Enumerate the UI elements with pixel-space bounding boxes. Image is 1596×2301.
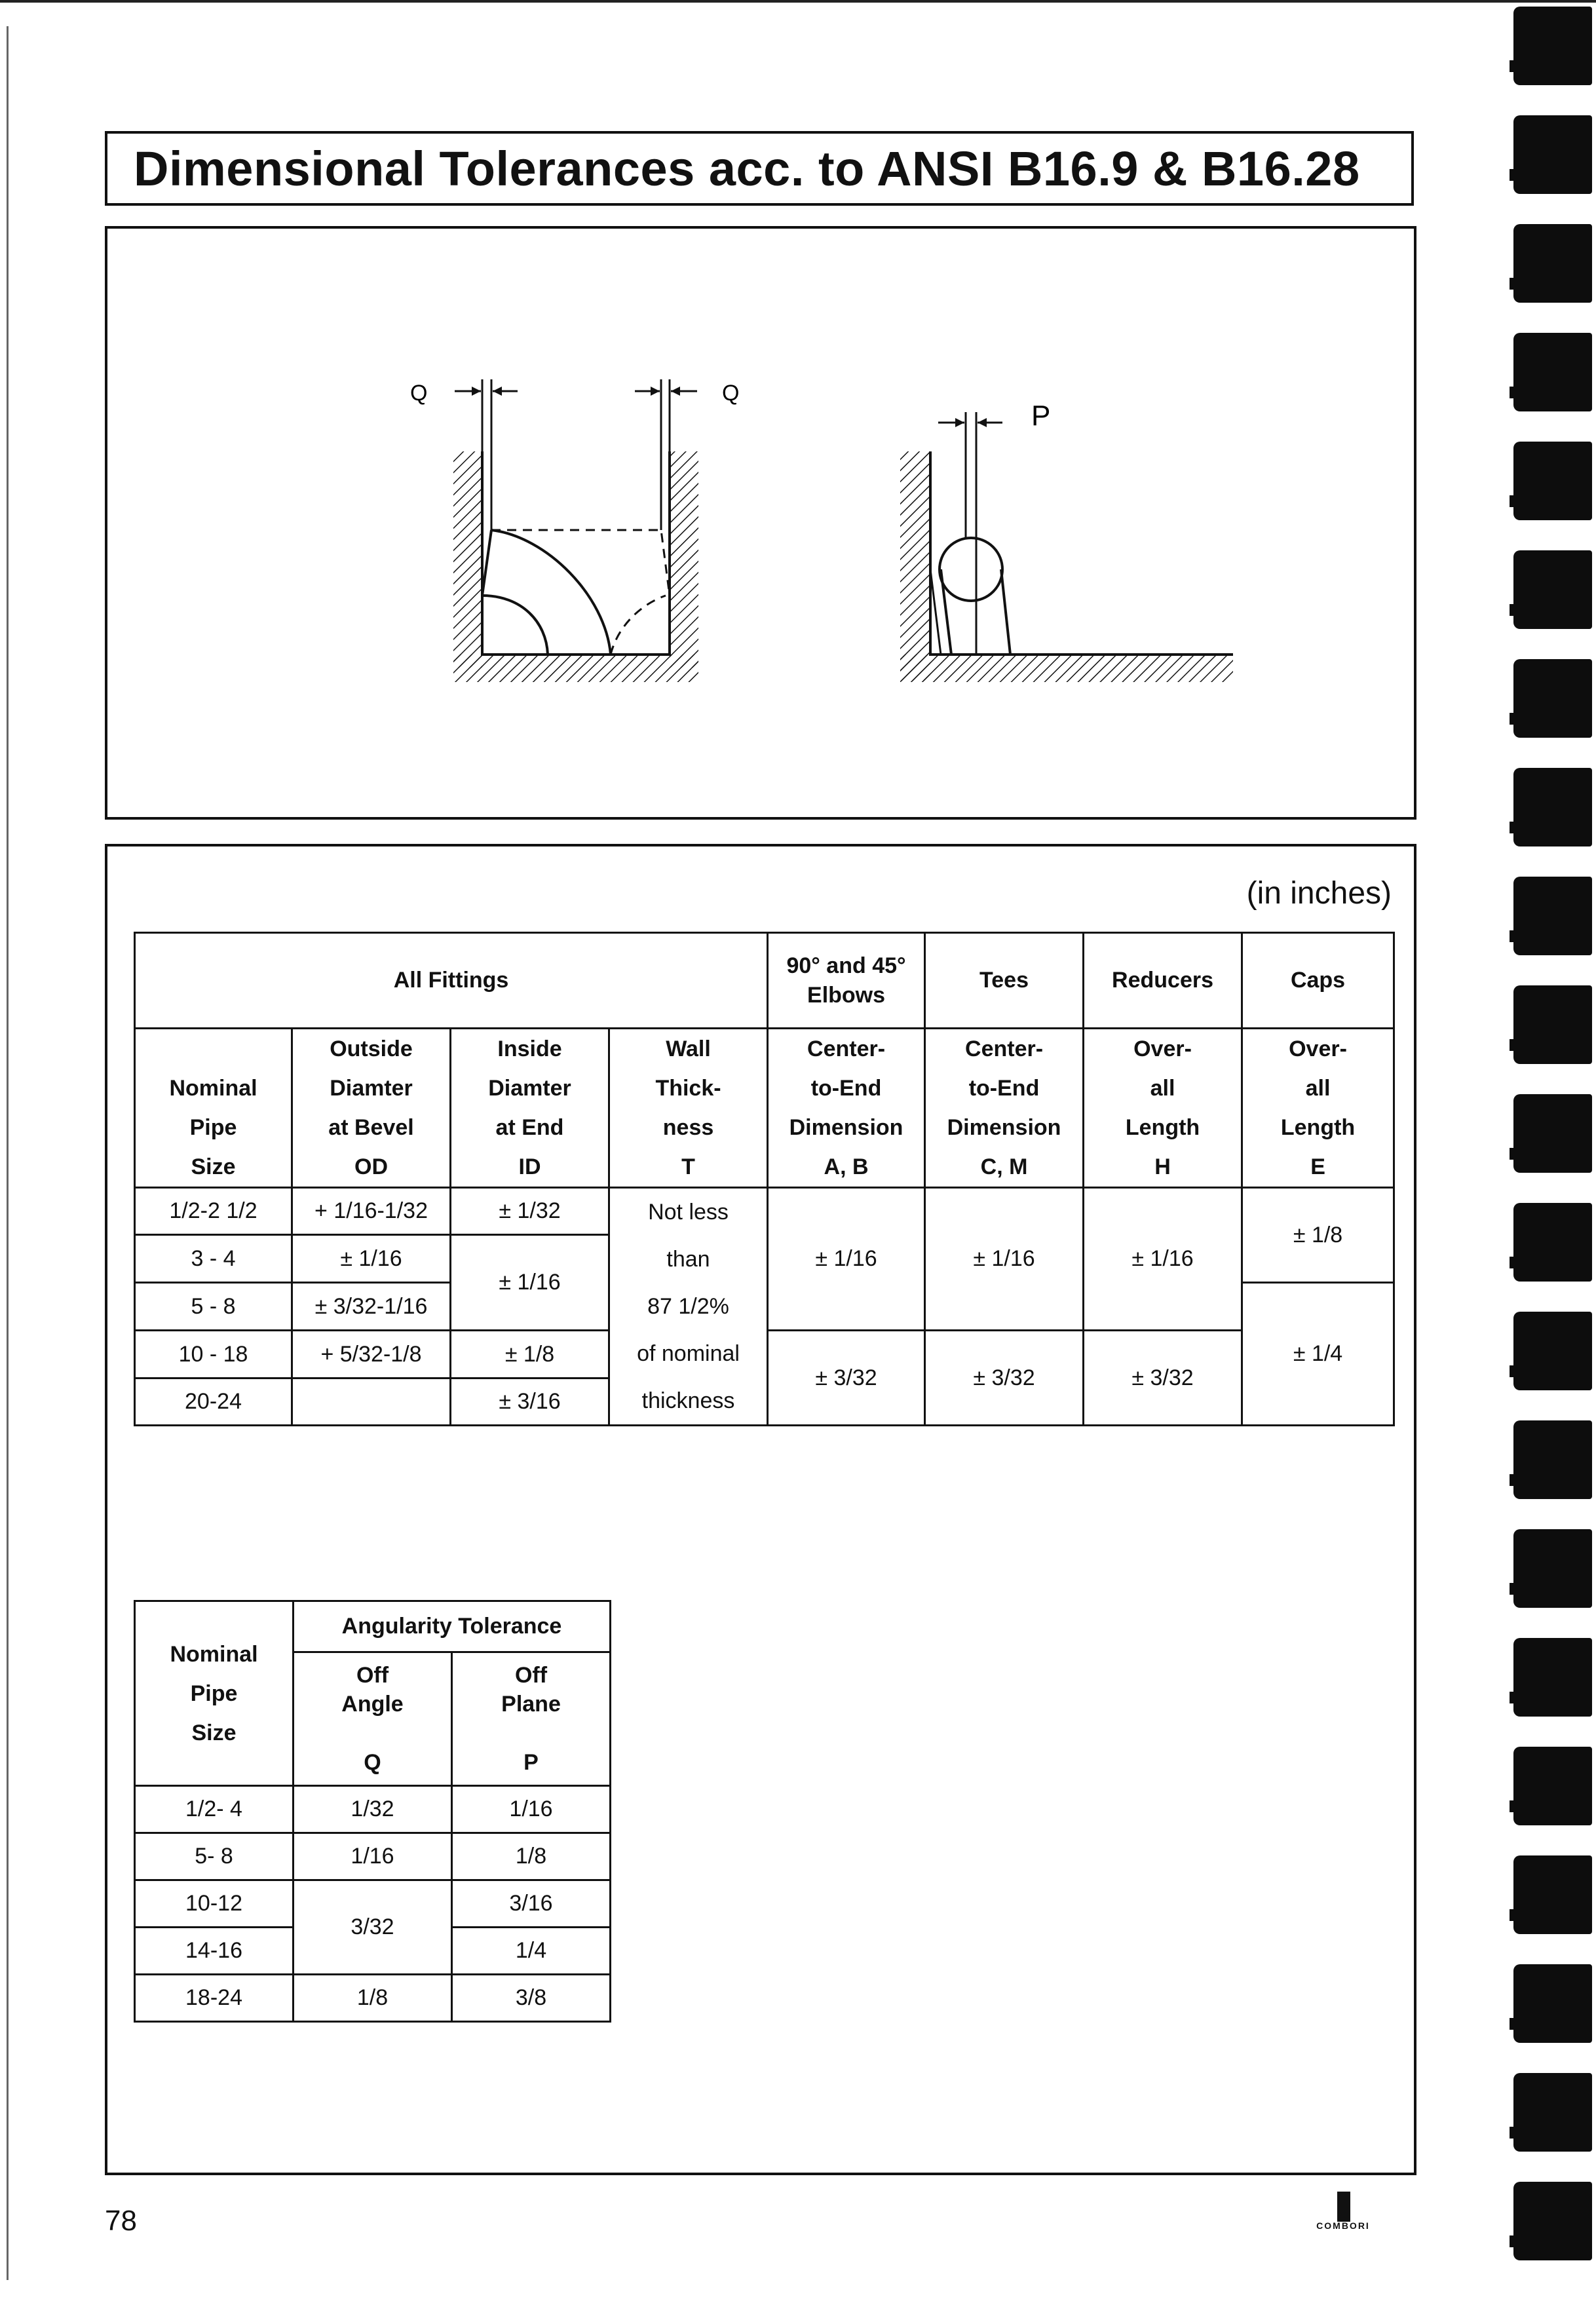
elbow-inner-arc (482, 596, 548, 655)
header-caps: Caps (1242, 933, 1394, 1029)
cell-caps-large: ± 1/4 (1242, 1283, 1394, 1426)
binding-ring (1513, 224, 1592, 303)
cell-id-4: ± 1/8 (451, 1331, 609, 1379)
spiral-binding (1498, 0, 1596, 2301)
col-header-id: Inside Diamter at End ID (451, 1029, 609, 1188)
cell-od-1: + 1/16-1/32 (292, 1188, 451, 1235)
pipe-right-side (1001, 569, 1010, 655)
gauge-outline (482, 451, 670, 655)
cell-id-5: ± 3/16 (451, 1379, 609, 1426)
q-left-arrowhead-a (472, 387, 481, 396)
pipe-end-circle (940, 538, 1002, 601)
cell-elbows-large: ± 3/32 (768, 1331, 925, 1426)
ang-size-3: 10-12 (135, 1880, 294, 1928)
cell-reducers-large: ± 3/32 (1084, 1331, 1242, 1426)
col-header-elbow-center-to-end: Center- to-End Dimension A, B (768, 1029, 925, 1188)
ang-p-4: 1/4 (452, 1928, 611, 1975)
page-top-rule (0, 0, 1596, 3)
ang-q-1: 1/32 (294, 1786, 452, 1833)
cell-od-4: + 5/32-1/8 (292, 1331, 451, 1379)
binding-ring (1513, 877, 1592, 955)
binding-ring (1513, 1420, 1592, 1499)
pipe-left-side (941, 569, 951, 655)
ang-size-1: 1/2- 4 (135, 1786, 294, 1833)
binding-ring (1513, 2073, 1592, 2152)
binding-ring (1513, 2182, 1592, 2260)
binding-ring (1513, 1638, 1592, 1717)
logo-text: COMBORI (1316, 2220, 1370, 2231)
binding-ring (1513, 333, 1592, 411)
q-left-arrowhead-b (493, 387, 502, 396)
p-label: P (1031, 400, 1051, 432)
cell-size-5: 20-24 (135, 1379, 292, 1426)
header-all-fittings: All Fittings (135, 933, 768, 1029)
ang-q-5: 1/8 (294, 1975, 452, 2022)
binding-ring (1513, 442, 1592, 520)
ang-size-5: 18-24 (135, 1975, 294, 2022)
binding-ring (1513, 659, 1592, 738)
elbow-off-plane-drawing (900, 400, 1233, 682)
ang-q-2: 1/16 (294, 1833, 452, 1880)
cell-caps-small: ± 1/8 (1242, 1188, 1394, 1283)
binding-ring (1513, 1312, 1592, 1390)
cell-od-3: ± 3/32-1/16 (292, 1283, 451, 1331)
tolerance-tables-box (105, 844, 1416, 2175)
ang-p-2: 1/8 (452, 1833, 611, 1880)
angularity-tolerance-table (134, 1600, 611, 2023)
binding-ring (1513, 1094, 1592, 1173)
tolerance-figure (105, 226, 1416, 820)
cell-id-1: ± 1/32 (451, 1188, 609, 1235)
col-header-wall: Wall Thick- ness T (609, 1029, 768, 1188)
dimensional-tolerance-table (134, 932, 1395, 1426)
binding-ring (1513, 1964, 1592, 2043)
title-box (105, 131, 1414, 206)
q-left-label: Q (410, 381, 428, 406)
ang-header-off-plane: Off Plane P (452, 1652, 611, 1786)
q-right-label: Q (722, 381, 740, 406)
combori-logo (1301, 2192, 1386, 2231)
binding-ring (1513, 985, 1592, 1064)
binding-ring (1513, 1203, 1592, 1282)
ang-size-4: 14-16 (135, 1928, 294, 1975)
page-left-edge (7, 26, 9, 2280)
ang-header-group: Angularity Tolerance (294, 1601, 611, 1652)
p-arrowhead-b (978, 418, 987, 427)
binding-ring (1513, 1855, 1592, 1934)
binding-ring (1513, 1529, 1592, 1608)
q-right-arrowhead-b (671, 387, 680, 396)
ang-size-2: 5- 8 (135, 1833, 294, 1880)
ang-header-nominal-size: Nominal Pipe Size (135, 1601, 294, 1786)
cell-tees-small: ± 1/16 (925, 1188, 1084, 1331)
col-header-tee-center-to-end: Center- to-End Dimension C, M (925, 1029, 1084, 1188)
ang-p-3: 3/16 (452, 1880, 611, 1928)
cell-size-2: 3 - 4 (135, 1235, 292, 1283)
p-arrowhead-a (955, 418, 964, 427)
right-wall-hatch (670, 451, 698, 668)
ang-header-off-angle: Off Angle Q (294, 1652, 452, 1786)
cell-size-1: 1/2-2 1/2 (135, 1188, 292, 1235)
ang-p-1: 1/16 (452, 1786, 611, 1833)
page-number: 78 (105, 2205, 137, 2237)
q-right-arrowhead-a (651, 387, 660, 396)
cell-tees-large: ± 3/32 (925, 1331, 1084, 1426)
cell-wall-thickness: Not less than 87 1/2% of nominal thickness (609, 1188, 768, 1426)
cell-elbows-small: ± 1/16 (768, 1188, 925, 1331)
cell-od-5 (292, 1379, 451, 1426)
pipe-tilt-line (930, 569, 941, 655)
ang-p-5: 3/8 (452, 1975, 611, 2022)
elbow-outer-arc (491, 530, 611, 655)
header-reducers: Reducers (1084, 933, 1242, 1029)
tolerance-diagram (107, 229, 1414, 817)
cell-od-2: ± 1/16 (292, 1235, 451, 1283)
ang-q-3: 3/32 (294, 1880, 452, 1975)
cell-size-4: 10 - 18 (135, 1331, 292, 1379)
units-label: (in inches) (1246, 876, 1392, 911)
header-tees: Tees (925, 933, 1084, 1029)
elbow-end-face (482, 530, 491, 596)
header-elbows: 90° and 45° Elbows (768, 933, 925, 1029)
binding-ring (1513, 7, 1592, 85)
binding-ring (1513, 115, 1592, 194)
cell-id-2: ± 1/16 (451, 1235, 609, 1331)
elbow-off-angle-drawing (410, 379, 739, 682)
left-wall-hatch (453, 451, 482, 668)
base-hatch (453, 655, 698, 682)
col-header-cap-length: Over- all Length E (1242, 1029, 1394, 1188)
col-header-nominal-size: Nominal Pipe Size (135, 1029, 292, 1188)
page-title: Dimensional Tolerances acc. to ANSI B16.9 & B16.28 (134, 141, 1360, 196)
binding-ring (1513, 1747, 1592, 1825)
binding-ring (1513, 768, 1592, 846)
col-header-od: Outside Diamter at Bevel OD (292, 1029, 451, 1188)
cell-size-3: 5 - 8 (135, 1283, 292, 1331)
cell-reducers-small: ± 1/16 (1084, 1188, 1242, 1331)
logo-mark-icon (1337, 2192, 1350, 2222)
plane-wall-hatch (900, 451, 930, 681)
binding-ring (1513, 550, 1592, 629)
plane-base-hatch (900, 655, 1233, 682)
col-header-reducer-length: Over- all Length H (1084, 1029, 1242, 1188)
ideal-position-dashed (491, 530, 670, 655)
